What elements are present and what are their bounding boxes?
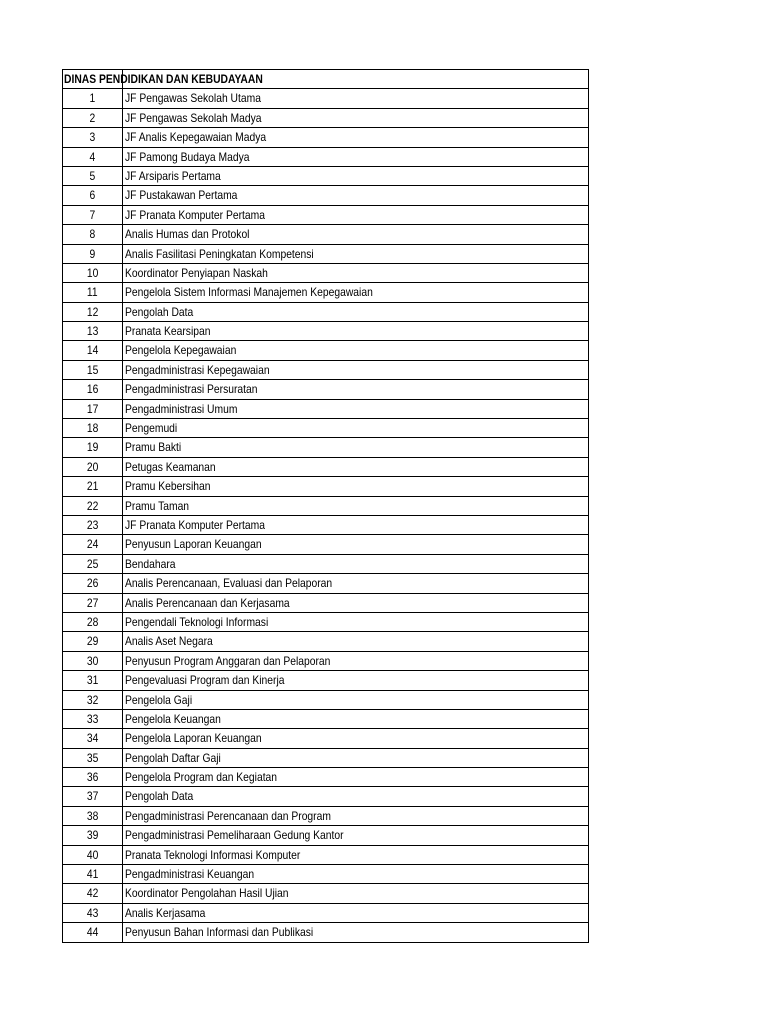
position-name: Pengolah Data (125, 304, 194, 319)
row-number: 16 (86, 382, 99, 397)
position-name: Analis Aset Negara (125, 634, 213, 649)
table-row (63, 884, 588, 903)
position-name-cell (123, 89, 588, 107)
position-name: Pengemudi (125, 421, 178, 436)
row-number-cell (63, 574, 123, 592)
row-number: 6 (89, 188, 96, 203)
position-name: Analis Perencanaan, Evaluasi dan Pelaporan (125, 576, 333, 591)
position-name: Pengelola Sistem Informasi Manajemen Kepegawaian (125, 285, 373, 300)
row-number: 27 (86, 595, 99, 610)
row-number: 39 (86, 828, 99, 843)
row-number-cell (63, 264, 123, 282)
position-name: Pramu Bakti (125, 440, 182, 455)
table-row (63, 535, 588, 554)
row-number: 34 (86, 731, 99, 746)
position-name-cell (123, 594, 588, 612)
position-name-cell (123, 148, 588, 166)
table-row (63, 380, 588, 399)
row-number-cell (63, 109, 123, 127)
row-number: 19 (86, 440, 99, 455)
table-row (63, 516, 588, 535)
position-name-cell (123, 497, 588, 515)
position-table (62, 69, 589, 943)
row-number: 26 (86, 576, 99, 591)
row-number-cell (63, 516, 123, 534)
position-name-cell (123, 438, 588, 456)
row-number-cell (63, 594, 123, 612)
table-row (63, 710, 588, 729)
row-number: 20 (86, 459, 99, 474)
row-number: 3 (89, 130, 96, 145)
row-number-cell (63, 283, 123, 301)
position-name-cell (123, 477, 588, 495)
table-row (63, 671, 588, 690)
position-name: Pramu Kebersihan (125, 479, 211, 494)
row-number: 41 (86, 867, 99, 882)
position-name-cell (123, 419, 588, 437)
row-number: 4 (89, 149, 96, 164)
table-row (63, 768, 588, 787)
row-number: 28 (86, 614, 99, 629)
position-name: Pengadministrasi Perencanaan dan Program (125, 808, 331, 823)
position-name: Pengelola Gaji (125, 692, 193, 707)
row-number-cell (63, 652, 123, 670)
position-name-cell (123, 846, 588, 864)
row-number-cell (63, 497, 123, 515)
position-name-cell (123, 283, 588, 301)
table-row (63, 264, 588, 283)
position-name-cell (123, 128, 588, 146)
row-number-cell (63, 128, 123, 146)
position-name: Pengadministrasi Keuangan (125, 867, 255, 882)
position-name: JF Pranata Komputer Pertama (125, 517, 265, 532)
position-name-cell (123, 400, 588, 418)
table-row (63, 245, 588, 264)
position-name-cell (123, 884, 588, 902)
row-number-cell (63, 458, 123, 476)
row-number-cell (63, 245, 123, 263)
row-number: 32 (86, 692, 99, 707)
table-row (63, 206, 588, 225)
position-name-cell (123, 264, 588, 282)
table-row (63, 923, 588, 942)
row-number: 2 (89, 110, 96, 125)
position-name: Analis Kerjasama (125, 905, 206, 920)
row-number-cell (63, 206, 123, 224)
row-number: 13 (86, 324, 99, 339)
row-number-cell (63, 477, 123, 495)
table-row (63, 807, 588, 826)
row-number-cell (63, 89, 123, 107)
position-name-cell (123, 516, 588, 534)
header-cell (63, 70, 263, 88)
position-name: JF Pustakawan Pertama (125, 188, 238, 203)
position-name-cell (123, 322, 588, 340)
row-number: 25 (86, 556, 99, 571)
position-name: Pengevaluasi Program dan Kinerja (125, 673, 285, 688)
position-name: Pengelola Kepegawaian (125, 343, 237, 358)
position-name-cell (123, 865, 588, 883)
table-row (63, 109, 588, 128)
row-number: 24 (86, 537, 99, 552)
row-number-cell (63, 555, 123, 573)
position-name-cell (123, 787, 588, 805)
row-number: 15 (86, 362, 99, 377)
position-name-cell (123, 807, 588, 825)
position-name-cell (123, 206, 588, 224)
position-name-cell (123, 167, 588, 185)
position-name: Bendahara (125, 556, 176, 571)
row-number: 38 (86, 808, 99, 823)
table-row (63, 89, 588, 108)
row-number-cell (63, 807, 123, 825)
table-row (63, 632, 588, 651)
position-name-cell (123, 904, 588, 922)
row-number: 23 (86, 517, 99, 532)
row-number: 11 (87, 285, 98, 300)
position-name-cell (123, 923, 588, 941)
row-number: 40 (86, 847, 99, 862)
position-name-cell (123, 671, 588, 689)
table-row (63, 225, 588, 244)
position-name: Pengadministrasi Pemeliharaan Gedung Kantor (125, 828, 344, 843)
position-name: Analis Humas dan Protokol (125, 227, 250, 242)
position-name: Petugas Keamanan (125, 459, 216, 474)
row-number-cell (63, 341, 123, 359)
table-row (63, 148, 588, 167)
row-number-cell (63, 632, 123, 650)
table-row (63, 128, 588, 147)
row-number: 21 (86, 479, 99, 494)
position-name: Pengolah Data (125, 789, 194, 804)
position-name-cell (123, 555, 588, 573)
table-row (63, 865, 588, 884)
position-name: Pengendali Teknologi Informasi (125, 614, 269, 629)
table-title: DINAS PENDIDIKAN DAN KEBUDAYAAN (64, 72, 263, 86)
row-number-cell (63, 691, 123, 709)
row-number: 44 (86, 925, 99, 940)
position-name-cell (123, 535, 588, 553)
table-row (63, 322, 588, 341)
table-row (63, 594, 588, 613)
row-number: 35 (86, 750, 99, 765)
position-name: Pengadministrasi Persuratan (125, 382, 258, 397)
row-number-cell (63, 186, 123, 204)
position-name-cell (123, 632, 588, 650)
position-name: JF Pamong Budaya Madya (125, 149, 250, 164)
row-number: 9 (89, 246, 96, 261)
position-name: JF Arsiparis Pertama (125, 168, 221, 183)
position-name: Koordinator Penyiapan Naskah (125, 265, 268, 280)
row-number-cell (63, 904, 123, 922)
position-name-cell (123, 341, 588, 359)
table-row (63, 749, 588, 768)
row-number: 30 (86, 653, 99, 668)
position-name-cell (123, 826, 588, 844)
row-number: 29 (86, 634, 99, 649)
row-number-cell (63, 884, 123, 902)
row-number-cell (63, 710, 123, 728)
position-name: Penyusun Bahan Informasi dan Publikasi (125, 925, 314, 940)
table-row (63, 167, 588, 186)
table-row (63, 419, 588, 438)
position-name-cell (123, 109, 588, 127)
row-number-cell (63, 148, 123, 166)
row-number: 22 (86, 498, 99, 513)
row-number: 36 (86, 770, 99, 785)
row-number: 1 (89, 91, 96, 106)
row-number-cell (63, 768, 123, 786)
position-name: Pengadministrasi Kepegawaian (125, 362, 270, 377)
position-name: Analis Fasilitasi Peningkatan Kompetensi (125, 246, 314, 261)
table-header-row (63, 70, 588, 89)
row-number-cell (63, 380, 123, 398)
position-name: Pengolah Daftar Gaji (125, 750, 221, 765)
position-name: Pranata Teknologi Informasi Komputer (125, 847, 301, 862)
position-name: Koordinator Pengolahan Hasil Ujian (125, 886, 289, 901)
row-number: 14 (86, 343, 99, 358)
row-number: 10 (86, 265, 99, 280)
table-row (63, 400, 588, 419)
position-name-cell (123, 225, 588, 243)
table-row (63, 613, 588, 632)
row-number: 37 (86, 789, 99, 804)
position-name-cell (123, 458, 588, 476)
table-row (63, 341, 588, 360)
position-name: Pengelola Laporan Keuangan (125, 731, 262, 746)
position-name-cell (123, 361, 588, 379)
position-name-cell (123, 749, 588, 767)
row-number-cell (63, 749, 123, 767)
position-name-cell (123, 613, 588, 631)
position-name-cell (123, 186, 588, 204)
row-number-cell (63, 167, 123, 185)
table-row (63, 826, 588, 845)
row-number-cell (63, 865, 123, 883)
row-number: 8 (89, 227, 96, 242)
position-name-cell (123, 710, 588, 728)
position-name-cell (123, 652, 588, 670)
position-name: JF Pengawas Sekolah Madya (125, 110, 262, 125)
row-number-cell (63, 787, 123, 805)
row-number: 31 (86, 673, 99, 688)
table-row (63, 846, 588, 865)
row-number: 18 (86, 421, 99, 436)
table-row (63, 691, 588, 710)
row-number: 5 (89, 168, 96, 183)
position-name-cell (123, 768, 588, 786)
position-name-cell (123, 380, 588, 398)
position-name: Pranata Kearsipan (125, 324, 211, 339)
position-name: Pramu Taman (125, 498, 190, 513)
table-row (63, 361, 588, 380)
row-number-cell (63, 826, 123, 844)
table-row (63, 438, 588, 457)
row-number-cell (63, 419, 123, 437)
row-number-cell (63, 923, 123, 941)
position-name: Penyusun Program Anggaran dan Pelaporan (125, 653, 331, 668)
row-number-cell (63, 322, 123, 340)
table-row (63, 574, 588, 593)
table-row (63, 303, 588, 322)
row-number-cell (63, 361, 123, 379)
table-row (63, 555, 588, 574)
table-row (63, 283, 588, 302)
row-number-cell (63, 225, 123, 243)
position-name-cell (123, 691, 588, 709)
row-number-cell (63, 671, 123, 689)
table-row (63, 904, 588, 923)
table-row (63, 652, 588, 671)
table-row (63, 729, 588, 748)
row-number-cell (63, 846, 123, 864)
row-number: 17 (86, 401, 99, 416)
position-name: Analis Perencanaan dan Kerjasama (125, 595, 290, 610)
position-name-cell (123, 574, 588, 592)
row-number: 33 (86, 711, 99, 726)
table-row (63, 497, 588, 516)
position-name: Pengadministrasi Umum (125, 401, 238, 416)
row-number: 12 (86, 304, 99, 319)
table-row (63, 477, 588, 496)
position-name: JF Analis Kepegawaian Madya (125, 130, 267, 145)
position-name: Penyusun Laporan Keuangan (125, 537, 262, 552)
table-row (63, 787, 588, 806)
row-number: 42 (86, 886, 99, 901)
row-number: 43 (86, 905, 99, 920)
position-name: JF Pranata Komputer Pertama (125, 207, 265, 222)
row-number-cell (63, 400, 123, 418)
position-name: JF Pengawas Sekolah Utama (125, 91, 261, 106)
row-number: 7 (89, 207, 96, 222)
row-number-cell (63, 535, 123, 553)
position-name: Pengelola Program dan Kegiatan (125, 770, 278, 785)
position-name-cell (123, 303, 588, 321)
row-number-cell (63, 613, 123, 631)
row-number-cell (63, 438, 123, 456)
row-number-cell (63, 303, 123, 321)
row-number-cell (63, 729, 123, 747)
position-name: Pengelola Keuangan (125, 711, 221, 726)
table-body (63, 89, 588, 942)
table-row (63, 186, 588, 205)
position-name-cell (123, 729, 588, 747)
position-name-cell (123, 245, 588, 263)
table-row (63, 458, 588, 477)
